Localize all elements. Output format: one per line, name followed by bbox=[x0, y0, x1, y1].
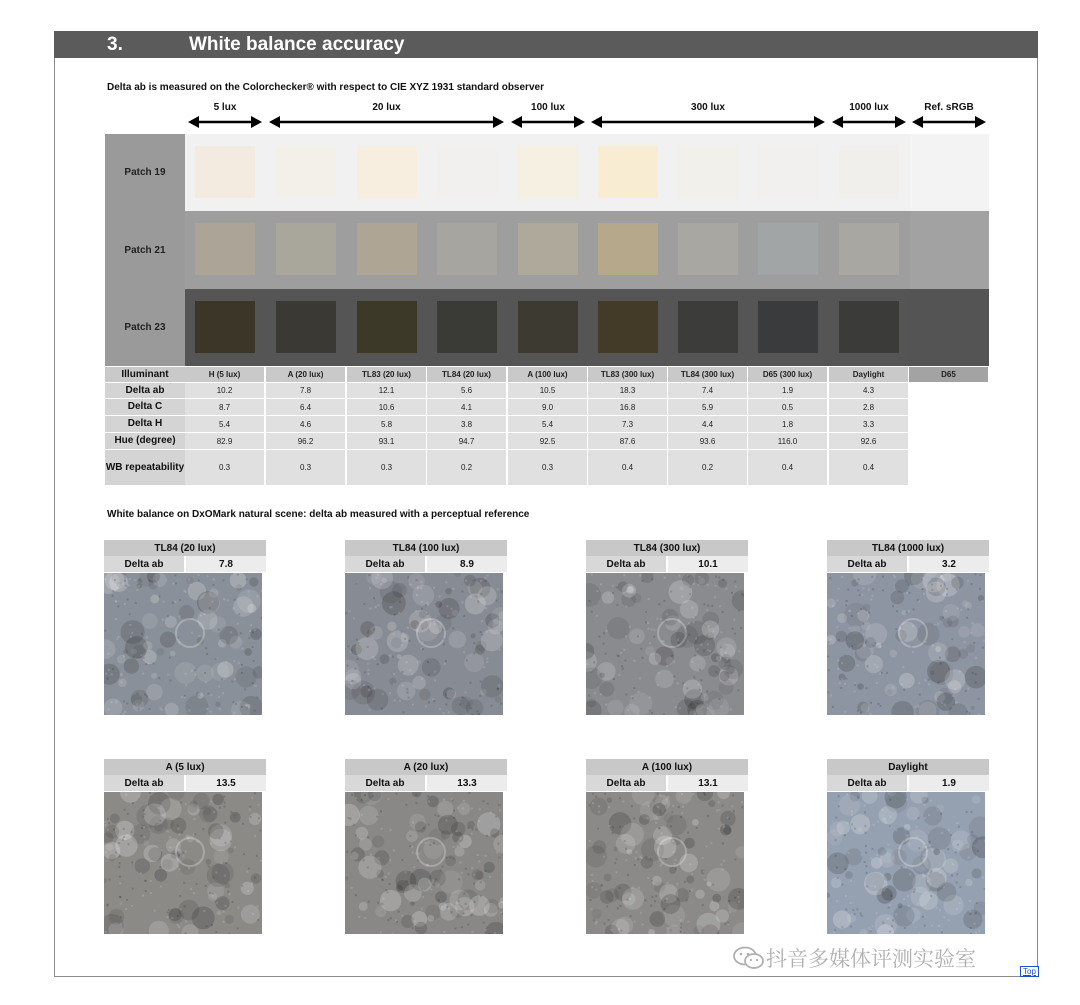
scene-metric-label: Delta ab bbox=[345, 775, 425, 791]
metric-value: 4.1 bbox=[427, 399, 506, 416]
scene-image bbox=[104, 573, 262, 715]
scene-image bbox=[345, 573, 503, 715]
wechat-icon bbox=[732, 945, 766, 971]
scene-metric-label: Delta ab bbox=[827, 556, 907, 572]
metric-value: 0.3 bbox=[508, 450, 587, 486]
metric-value: 5.4 bbox=[185, 416, 264, 433]
illuminant-cell: TL84 (20 lux) bbox=[427, 367, 506, 383]
color-patch bbox=[518, 223, 578, 275]
scene-image bbox=[345, 792, 503, 934]
table-caption: Delta ab is measured on the Colorchecker® with respect to CIE XYZ 1931 standard observer bbox=[107, 82, 544, 93]
metric-value: 0.4 bbox=[829, 450, 908, 486]
metric-value: 0.2 bbox=[668, 450, 747, 486]
metric-value: 10.6 bbox=[347, 399, 426, 416]
color-patch bbox=[598, 146, 658, 198]
scene-metric-label: Delta ab bbox=[586, 556, 666, 572]
scene-caption: White balance on DxOMark natural scene: delta ab measured with a perceptual reference bbox=[107, 509, 530, 520]
illuminant-cell: TL83 (300 lux) bbox=[588, 367, 667, 383]
color-patch bbox=[357, 146, 417, 198]
illuminant-cell: TL84 (300 lux) bbox=[668, 367, 747, 383]
metric-value: 5.8 bbox=[347, 416, 426, 433]
illuminant-cell: D65 (300 lux) bbox=[748, 367, 827, 383]
section-number: 3. bbox=[107, 34, 123, 55]
metric-value: 87.6 bbox=[588, 433, 667, 450]
lux-label: 100 lux bbox=[531, 102, 565, 113]
section-header bbox=[54, 31, 1038, 58]
lux-label: 1000 lux bbox=[849, 102, 889, 113]
double-arrow-icon bbox=[269, 115, 504, 129]
metric-value: 0.4 bbox=[588, 450, 667, 486]
color-patch bbox=[518, 301, 578, 353]
color-patch bbox=[678, 223, 738, 275]
scene-title: TL84 (20 lux) bbox=[104, 540, 266, 556]
metric-value: 92.5 bbox=[508, 433, 587, 450]
metric-value: 10.2 bbox=[185, 383, 264, 399]
metric-value: 94.7 bbox=[427, 433, 506, 450]
scene-title: A (100 lux) bbox=[586, 759, 748, 775]
metric-value: 3.3 bbox=[829, 416, 908, 433]
patch-row-label: Patch 21 bbox=[105, 211, 185, 289]
metric-value: 7.4 bbox=[668, 383, 747, 399]
scene-metric-label: Delta ab bbox=[345, 556, 425, 572]
color-patch bbox=[195, 223, 255, 275]
metric-label: Delta ab bbox=[105, 383, 185, 399]
reference-patch bbox=[910, 134, 989, 211]
patch-row-label: Patch 23 bbox=[105, 289, 185, 366]
scene-image bbox=[827, 573, 985, 715]
color-patch bbox=[276, 301, 336, 353]
metric-value: 16.8 bbox=[588, 399, 667, 416]
color-patch bbox=[437, 301, 497, 353]
scene-metric-label: Delta ab bbox=[104, 775, 184, 791]
watermark bbox=[732, 943, 976, 973]
metric-value: 116.0 bbox=[748, 433, 827, 450]
color-patch bbox=[276, 146, 336, 198]
metric-value: 5.4 bbox=[508, 416, 587, 433]
color-patch bbox=[195, 146, 255, 198]
lux-label: Ref. sRGB bbox=[924, 102, 974, 113]
lux-label: 5 lux bbox=[213, 102, 237, 113]
illuminant-cell: H (5 lux) bbox=[185, 367, 264, 383]
metric-value: 0.4 bbox=[748, 450, 827, 486]
metric-label: Delta C bbox=[105, 399, 185, 416]
illuminant-label: Illuminant bbox=[105, 367, 185, 383]
color-patch bbox=[678, 146, 738, 198]
color-patch bbox=[758, 146, 818, 198]
metric-value: 3.8 bbox=[427, 416, 506, 433]
color-patch bbox=[678, 301, 738, 353]
metric-value: 0.3 bbox=[266, 450, 345, 486]
scene-image bbox=[586, 792, 744, 934]
scene-image bbox=[104, 792, 262, 934]
metric-value: 5.9 bbox=[668, 399, 747, 416]
top-link[interactable]: Top bbox=[1020, 966, 1039, 977]
color-patch bbox=[437, 223, 497, 275]
metric-label: Delta H bbox=[105, 416, 185, 433]
color-patch bbox=[758, 301, 818, 353]
metric-value: 7.8 bbox=[266, 383, 345, 399]
color-patch bbox=[437, 146, 497, 198]
lux-label: 20 lux bbox=[372, 102, 401, 113]
lux-label: 300 lux bbox=[691, 102, 725, 113]
metric-value: 0.5 bbox=[748, 399, 827, 416]
metric-value: 96.2 bbox=[266, 433, 345, 450]
illuminant-cell: Daylight bbox=[829, 367, 908, 383]
metric-value: 0.3 bbox=[185, 450, 264, 486]
section-title: White balance accuracy bbox=[189, 34, 405, 55]
scene-title: A (20 lux) bbox=[345, 759, 507, 775]
metric-value: 92.6 bbox=[829, 433, 908, 450]
color-patch bbox=[598, 301, 658, 353]
scene-title: TL84 (300 lux) bbox=[586, 540, 748, 556]
color-patch bbox=[839, 223, 899, 275]
double-arrow-icon bbox=[832, 115, 906, 129]
metric-value: 5.6 bbox=[427, 383, 506, 399]
watermark-text: 抖音多媒体评测实验室 bbox=[766, 948, 976, 971]
reference-illuminant-cell: D65 bbox=[909, 367, 988, 383]
color-patch bbox=[758, 223, 818, 275]
metric-value: 12.1 bbox=[347, 383, 426, 399]
scene-title: Daylight bbox=[827, 759, 989, 775]
metric-value: 0.3 bbox=[347, 450, 426, 486]
scene-image bbox=[586, 573, 744, 715]
scene-metric-value: 13.1 bbox=[668, 775, 748, 791]
metric-value: 1.9 bbox=[748, 383, 827, 399]
color-patch bbox=[518, 146, 578, 198]
scene-title: TL84 (1000 lux) bbox=[827, 540, 989, 556]
scene-metric-value: 3.2 bbox=[909, 556, 989, 572]
double-arrow-icon bbox=[591, 115, 825, 129]
double-arrow-icon bbox=[912, 115, 986, 129]
reference-patch bbox=[910, 211, 989, 289]
metric-value: 0.2 bbox=[427, 450, 506, 486]
metric-value: 18.3 bbox=[588, 383, 667, 399]
metric-value: 1.8 bbox=[748, 416, 827, 433]
scene-metric-label: Delta ab bbox=[586, 775, 666, 791]
reference-patch bbox=[910, 289, 989, 366]
scene-metric-label: Delta ab bbox=[827, 775, 907, 791]
color-patch bbox=[839, 301, 899, 353]
scene-metric-value: 8.9 bbox=[427, 556, 507, 572]
metric-value: 93.1 bbox=[347, 433, 426, 450]
metric-value: 7.3 bbox=[588, 416, 667, 433]
metric-value: 82.9 bbox=[185, 433, 264, 450]
illuminant-cell: TL83 (20 lux) bbox=[347, 367, 426, 383]
metric-value: 10.5 bbox=[508, 383, 587, 399]
double-arrow-icon bbox=[511, 115, 585, 129]
double-arrow-icon bbox=[188, 115, 262, 129]
color-patch bbox=[195, 301, 255, 353]
scene-title: A (5 lux) bbox=[104, 759, 266, 775]
scene-metric-value: 7.8 bbox=[186, 556, 266, 572]
scene-metric-value: 10.1 bbox=[668, 556, 748, 572]
metric-value: 4.4 bbox=[668, 416, 747, 433]
illuminant-cell: A (20 lux) bbox=[266, 367, 345, 383]
color-patch bbox=[598, 223, 658, 275]
scene-metric-value: 13.5 bbox=[186, 775, 266, 791]
color-patch bbox=[357, 223, 417, 275]
metric-value: 4.6 bbox=[266, 416, 345, 433]
metric-value: 4.3 bbox=[829, 383, 908, 399]
metric-value: 2.8 bbox=[829, 399, 908, 416]
color-patch bbox=[357, 301, 417, 353]
color-patch bbox=[276, 223, 336, 275]
scene-metric-label: Delta ab bbox=[104, 556, 184, 572]
metric-value: 9.0 bbox=[508, 399, 587, 416]
metric-value: 6.4 bbox=[266, 399, 345, 416]
scene-metric-value: 13.3 bbox=[427, 775, 507, 791]
metric-value: 8.7 bbox=[185, 399, 264, 416]
metric-label: WB repeatability bbox=[105, 450, 185, 486]
scene-title: TL84 (100 lux) bbox=[345, 540, 507, 556]
scene-image bbox=[827, 792, 985, 934]
illuminant-cell: A (100 lux) bbox=[508, 367, 587, 383]
metric-value: 93.6 bbox=[668, 433, 747, 450]
metric-label: Hue (degree) bbox=[105, 433, 185, 450]
patch-row-label: Patch 19 bbox=[105, 134, 185, 211]
color-patch bbox=[839, 146, 899, 198]
scene-metric-value: 1.9 bbox=[909, 775, 989, 791]
